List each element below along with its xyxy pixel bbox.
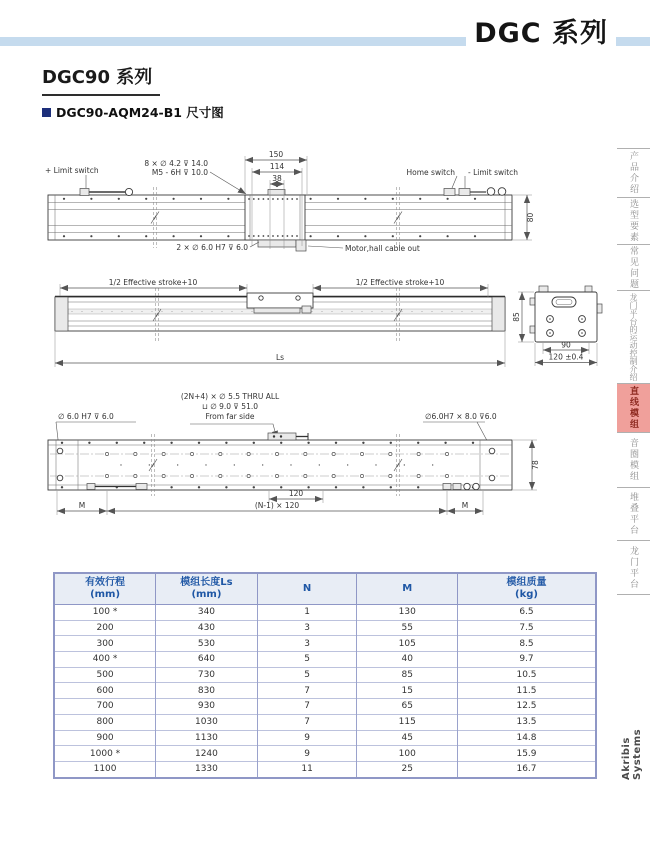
home-switch-label: Home switch <box>406 168 455 177</box>
rail-bottom <box>48 440 512 490</box>
pin-left-callout: ∅ 6.0 H7 ⊽ 6.0 <box>58 412 114 421</box>
table-cell: 3 <box>257 620 357 636</box>
thru-callout-line1: (2N+4) × ∅ 5.5 THRU ALL <box>180 392 280 401</box>
sidebar-tab-6[interactable]: 音圈模组 <box>617 432 650 487</box>
table-cell: 9.7 <box>458 652 597 668</box>
table-cell: 830 <box>156 683 258 699</box>
brand-text: Akribis Systems <box>621 728 643 780</box>
table-cell: 11 <box>257 761 357 777</box>
stroke-left-label: 1/2 Effective stroke+10 <box>108 278 198 287</box>
table-cell: 1100 <box>54 761 156 777</box>
dim-120-label: 120 ±0.4 <box>548 352 584 362</box>
table-cell: 6.5 <box>458 605 597 621</box>
table-cell: 130 <box>357 605 458 621</box>
pin-right-callout: ∅6.0H7 × 8.0 ⊽6.0 <box>425 412 497 421</box>
ls-label: Ls <box>275 353 285 362</box>
table-cell: 100 <box>357 746 458 762</box>
table-cell: 700 <box>54 699 156 715</box>
m-left-label: M <box>78 501 86 510</box>
table-cell: 340 <box>156 605 258 621</box>
table-cell: 200 <box>54 620 156 636</box>
series-header: DGC 系列 <box>466 11 616 50</box>
sidebar-tab-2[interactable]: 选型要素 <box>617 197 650 244</box>
sidebar-tab-7[interactable]: 堆叠平台 <box>617 487 650 540</box>
table-cell: 40 <box>357 652 458 668</box>
table-cell: 16.7 <box>458 761 597 777</box>
table-row <box>54 620 596 636</box>
m-right-label: M <box>461 501 469 510</box>
dim-78-label: 78 <box>531 460 540 470</box>
table-cell: 900 <box>54 730 156 746</box>
table-cell: 9 <box>257 730 357 746</box>
pin-callout-label: 2 × ∅ 6.0 H7 ⊽ 6.0 <box>176 243 248 252</box>
hole-callout-line1: 8 × ∅ 4.2 ⊽ 14.0 <box>144 159 208 168</box>
dim-80-label: 80 <box>526 212 535 223</box>
table-cell: 7 <box>257 699 357 715</box>
carriage-side <box>247 293 313 313</box>
carriage <box>245 190 306 252</box>
table-cell: 65 <box>357 699 458 715</box>
table-row <box>54 761 596 777</box>
column-header: 模组质量 (kg) <box>458 573 597 605</box>
table-cell: 45 <box>357 730 458 746</box>
dim-38-label: 38 <box>272 174 282 183</box>
table-cell: 1 <box>257 605 357 621</box>
dim-90-label: 90 <box>561 340 571 350</box>
table-cell: 430 <box>156 620 258 636</box>
table-row <box>54 730 596 746</box>
table-cell: 1330 <box>156 761 258 777</box>
switch-top <box>268 433 308 440</box>
table-cell: 640 <box>156 652 258 668</box>
table-row <box>54 652 596 668</box>
column-header: 模组长度Ls (mm) <box>156 573 258 605</box>
sidebar-tab-8[interactable]: 龙门平台 <box>617 540 650 595</box>
table-cell: 300 <box>54 636 156 652</box>
minus-limit-label: - Limit switch <box>468 168 519 177</box>
column-header: 有效行程 (mm) <box>54 573 156 605</box>
table-cell: 105 <box>357 636 458 652</box>
table-cell: 9 <box>257 746 357 762</box>
table-cell: 600 <box>54 683 156 699</box>
sidebar-tab-5[interactable]: 直线模组 <box>617 383 650 432</box>
table-row <box>54 667 596 683</box>
table-cell: 25 <box>357 761 458 777</box>
section-title: DGC90 系列 <box>42 63 160 96</box>
table-cell: 7.5 <box>458 620 597 636</box>
spec-table-header-row <box>54 573 596 605</box>
table-cell: 1030 <box>156 714 258 730</box>
thru-callout-line2: ⊔ ∅ 9.0 ⊽ 51.0 <box>201 402 259 411</box>
table-row <box>54 699 596 715</box>
table-cell: 115 <box>357 714 458 730</box>
table-cell: 5 <box>257 667 357 683</box>
table-row <box>54 636 596 652</box>
drawing-title-row <box>42 103 224 121</box>
column-header: M <box>357 573 458 605</box>
home-and-limit-switch <box>444 188 506 196</box>
plus-limit-label: + Limit switch <box>45 166 99 175</box>
bullet-square-icon <box>42 108 51 117</box>
top-view-drawing <box>40 145 615 271</box>
plus-limit-switch <box>80 188 133 195</box>
switch-bottom-right <box>443 483 479 489</box>
motor-cable-label: Motor,hall cable out <box>345 244 420 253</box>
table-cell: 15.9 <box>458 746 597 762</box>
table-row <box>54 714 596 730</box>
hole-callout-line2: M5 - 6H ⊽ 10.0 <box>151 168 208 177</box>
table-cell: 12.5 <box>458 699 597 715</box>
table-cell: 1130 <box>156 730 258 746</box>
thru-callout-line3: From far side <box>205 412 255 421</box>
table-cell: 15 <box>357 683 458 699</box>
table-cell: 8.5 <box>458 636 597 652</box>
table-cell: 13.5 <box>458 714 597 730</box>
table-cell: 100 * <box>54 605 156 621</box>
table-cell: 730 <box>156 667 258 683</box>
table-cell: 500 <box>54 667 156 683</box>
sidebar-tab-1[interactable]: 产品介绍 <box>617 148 650 197</box>
table-cell: 1240 <box>156 746 258 762</box>
table-cell: 400 * <box>54 652 156 668</box>
dim-150-label: 150 <box>268 150 284 159</box>
table-cell: 11.5 <box>458 683 597 699</box>
table-cell: 530 <box>156 636 258 652</box>
table-cell: 14.8 <box>458 730 597 746</box>
sidebar-tab-3[interactable]: 常见问题 <box>617 244 650 290</box>
pitch-120-label: 120 <box>288 489 304 498</box>
stroke-right-label: 1/2 Effective stroke+10 <box>355 278 445 287</box>
spec-table <box>53 572 597 779</box>
table-cell: 3 <box>257 636 357 652</box>
dim-85-label: 85 <box>512 312 521 322</box>
table-cell: 7 <box>257 714 357 730</box>
table-cell: 55 <box>357 620 458 636</box>
table-cell: 7 <box>257 683 357 699</box>
drawing-title: DGC90-AQM24-B1 尺寸图 <box>56 105 224 120</box>
column-header: N <box>257 573 357 605</box>
bottom-view-drawing <box>40 388 615 533</box>
dim-114-label: 114 <box>269 162 285 171</box>
sidebar-tabs <box>617 148 650 595</box>
table-row <box>54 605 596 621</box>
table-row <box>54 746 596 762</box>
table-cell: 800 <box>54 714 156 730</box>
table-cell: 1000 * <box>54 746 156 762</box>
table-cell: 85 <box>357 667 458 683</box>
pitch-total-label: (N-1) × 120 <box>254 501 300 510</box>
table-cell: 10.5 <box>458 667 597 683</box>
sidebar-tab-4[interactable]: 龙门平台的运动控制介绍 <box>617 290 650 383</box>
table-cell: 5 <box>257 652 357 668</box>
table-row <box>54 683 596 699</box>
end-view <box>530 286 602 342</box>
table-cell: 930 <box>156 699 258 715</box>
side-view-drawing <box>40 276 615 376</box>
